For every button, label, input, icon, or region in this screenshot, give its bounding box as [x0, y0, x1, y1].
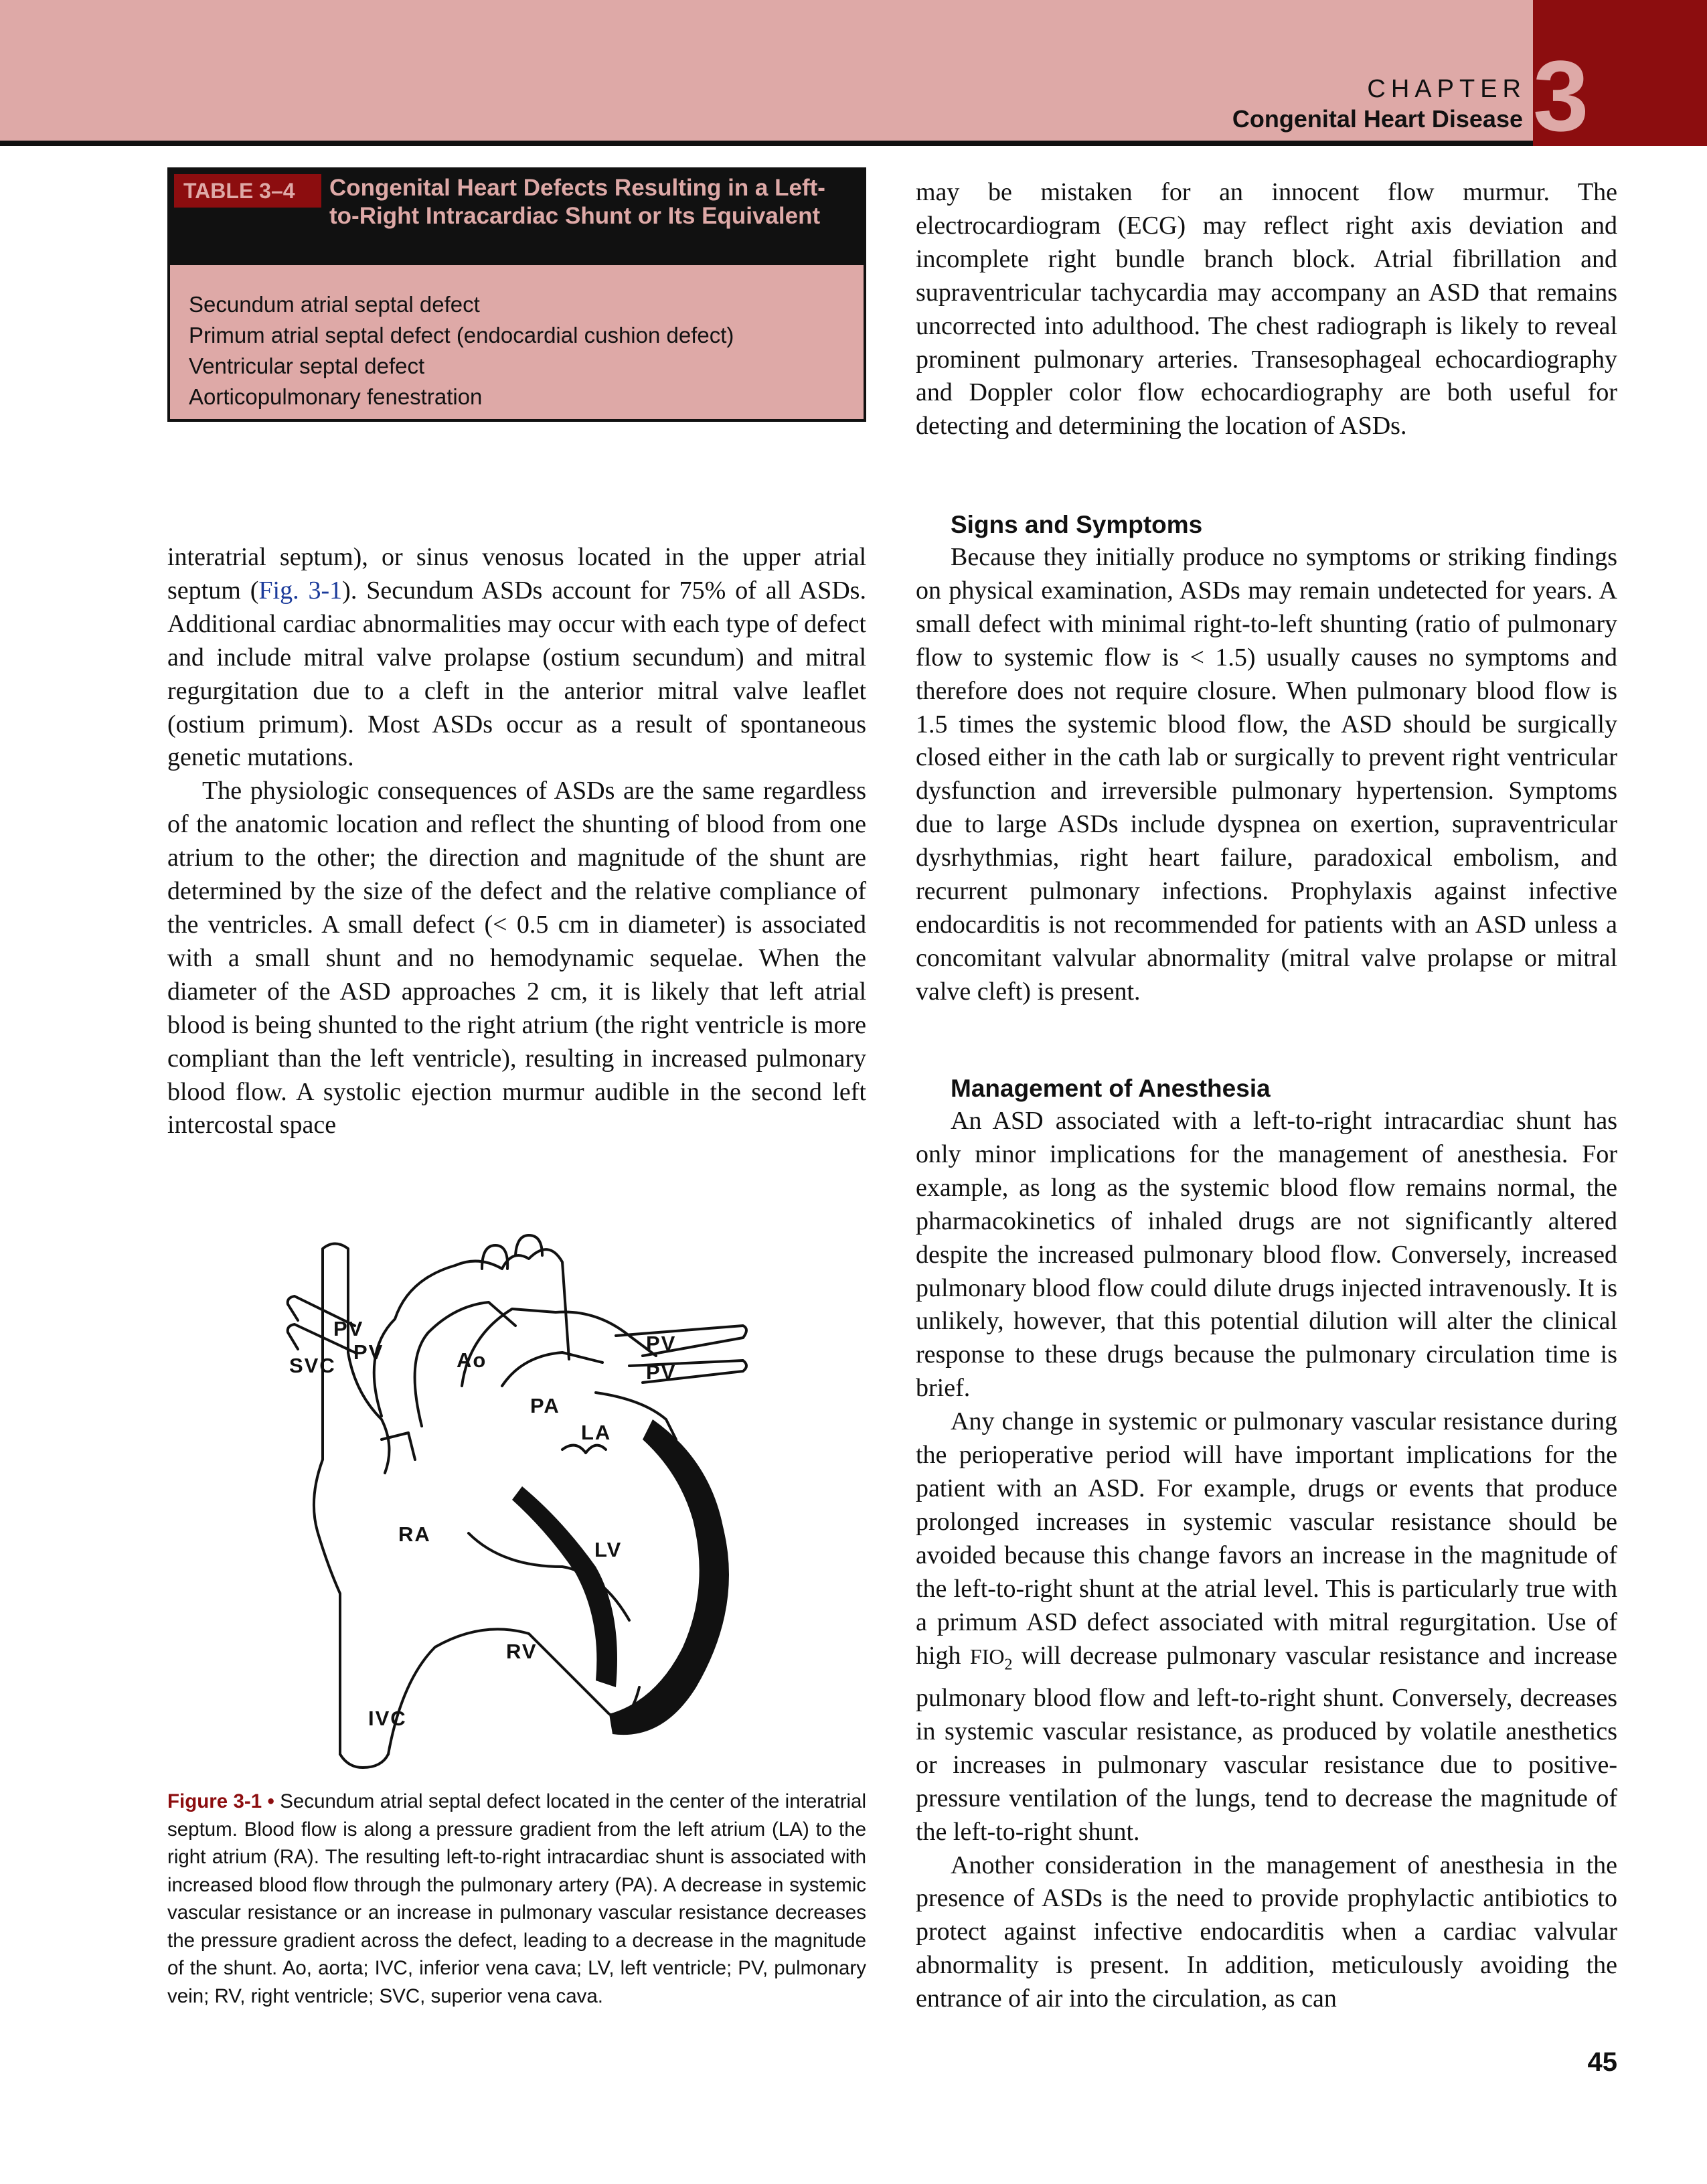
label-ra: RA	[398, 1523, 431, 1546]
label-lv: LV	[594, 1538, 623, 1561]
left-ventricle-wall	[609, 1419, 729, 1735]
svc-vessel	[323, 1244, 348, 1281]
label-la: LA	[581, 1421, 612, 1444]
aortic-arch	[374, 1249, 569, 1416]
label-pv-left-2: PV	[353, 1340, 384, 1364]
section-management-anesthesia	[916, 1073, 1617, 2016]
label-rv: RV	[506, 1640, 538, 1663]
paragraph	[916, 1405, 1617, 1849]
table-item: Primum atrial septal defect (endocardial cushion defect)	[189, 323, 734, 347]
right-atrium-wall	[314, 1280, 340, 1754]
label-svc: SVC	[289, 1354, 336, 1377]
table-tag: TABLE 3–4	[174, 174, 321, 208]
chapter-label: CHAPTER	[1367, 75, 1526, 103]
paragraph: Another consideration in the management of anesthesia in the presence of ASDs is the need to provide prophylactic antibiotics to protect against infective endocarditis when a cardiac valvular abnormality is present. In addition, meticulously avoiding the entrance of air into the circulation, as can	[916, 1851, 1617, 2013]
label-pv-left-1: PV	[333, 1317, 364, 1340]
caption-text: Secundum atrial septal defect located in the center of the interatrial septum. Blood flow is along a pressure gradient from the left atrium (LA) to the right atrium (RA). The resulting left-to-right intracardiac shunt is associated with increased blood flow through the pulmonary artery (PA). A decrease in systemic vascular resistance or an increase in pulmonary vascular resistance decreases the pressure gradient across the defect, leading to a decrease in the magnitude of the shunt. Ao, aorta; IVC, inferior vena cava; LV, left ventricle; PV, pulmonary vein; RV, right ventricle; SVC, superior vena cava.	[167, 1790, 867, 2007]
left-column	[167, 541, 866, 1142]
label-ivc: IVC	[368, 1707, 407, 1730]
table-title: Congenital Heart Defects Resulting in a Left-to-Right Intracardiac Shunt or Its Equivalent	[329, 175, 825, 229]
section-heading: Management of Anesthesia	[951, 1075, 1271, 1102]
table-3-4	[167, 167, 866, 422]
chapter-number: 3	[1533, 40, 1589, 152]
fio2-symbol: FIO	[969, 1644, 1005, 1668]
label-pv-right-1: PV	[646, 1332, 677, 1355]
page-number: 45	[1587, 2047, 1617, 2077]
paragraph: The physiologic consequences of ASDs are the same regardless of the anatomic location and reflect the shunting of blood from one atrium to the other; the direction and magnitude of the shunt are determined by the size of the defect and the relative compliance of the ventricles. A small defect (< 0.5 cm in diameter) is associated with a small shunt and no hemodynamic sequelae. When the diameter of the ASD approaches 2 cm, it is likely that left atrial blood is being shunted to the right atrium (the right ventricle is more compliant than the left ventricle), resulting in increased pulmonary blood flow. A systolic ejection murmur audible in the second left intercostal space	[167, 777, 866, 1140]
paragraph	[167, 541, 866, 775]
paragraph: Because they initially produce no symptoms or striking findings on physical examination, ASDs may remain undetected for years. A small defect with minimal right-to-left shunting (ratio of pulmonary flow to systemic flow is < 1.5) usually causes no symptoms and therefore does not require closure. When pulmonary blood flow is 1.5 times the systemic blood flow, the ASD should be surgically closed either in the cath lab or surgically to prevent right ventricular dysfunction and irreversible pulmonary hypertension. Symptoms due to large ASDs include dyspnea on exertion, supraventricular dysrhythmias, right heart failure, paradoxical embolism, and recurrent pulmonary infections. Prophylaxis against infective endocarditis is not recommended for patients with an ASD unless a concomitant valvular abnormality (mitral valve prolapse or mitral valve cleft) is present.	[916, 543, 1617, 1006]
figure-link[interactable]: Fig. 3-1	[258, 576, 343, 605]
atrial-septum	[348, 1280, 389, 1473]
section-signs-symptoms	[916, 509, 1617, 1009]
caption-label: Figure 3-1 •	[167, 1790, 274, 1812]
label-ao: Ao	[457, 1348, 487, 1372]
header-rule	[0, 141, 1533, 146]
table-item: Secundum atrial septal defect	[189, 292, 480, 317]
fio2-subscript: 2	[1004, 1656, 1013, 1674]
text-run: ). Secundum ASDs account for 75% of all ASDs. Additional cardiac abnormalities may occur with each type of defect and include mitral valve prolapse (ostium secundum) and mitral regurgitation due to a cleft in the anterior mitral valve leaflet (ostium primum). Most ASDs occur as a result of spontaneous genetic mutations.	[167, 576, 866, 772]
text-run: interatrial septum), or sinus venosus located in the upper atrial septum (	[167, 543, 866, 605]
label-pv-right-2: PV	[646, 1360, 677, 1384]
paragraph: An ASD associated with a left-to-right intracardiac shunt has only minor implications for the management of anesthesia. For example, as long as the systemic blood flow remains normal, the pharmacokinetics of inhaled drugs are not significantly altered despite the increased pulmonary blood flow. Conversely, increased pulmonary blood flow could dilute drugs injected intravenously. It is unlikely, however, that this potential dilution will alter the clinical response to these drugs because the pulmonary circulation time is brief.	[916, 1107, 1617, 1403]
label-pa: PA	[530, 1394, 560, 1417]
mitral-valve	[562, 1446, 606, 1453]
figure-caption	[167, 1788, 866, 2010]
section-heading: Signs and Symptoms	[951, 511, 1203, 538]
heart-diagram	[281, 1219, 790, 1774]
text-run: will decrease pulmonary vascular resistance and increase pulmonary blood flow and left-to-right shunt. Conversely, decreases in systemic vascular resistance, as produced by volatile anesthetics or increases in pulmonary vascular resistance due to positive-pressure ventilation of the lungs, tend to decrease the magnitude of the left-to-right shunt.	[916, 1641, 1618, 1846]
right-column-continued	[916, 176, 1617, 443]
pulmonary-artery	[462, 1309, 656, 1386]
table-item-list	[189, 289, 734, 412]
pa-branch	[502, 1352, 602, 1386]
ivc-vessel	[340, 1754, 388, 1768]
table-header	[170, 170, 864, 265]
table-item: Ventricular septal defect	[189, 354, 425, 378]
chapter-title: Congenital Heart Disease	[1232, 105, 1523, 133]
text-run: Any change in systemic or pulmonary vascular resistance during the perioperative period will have important implications for the patient with an ASD. For example, drugs or events that produce prolonged increases in systemic vascular resistance should be avoided because this change favors an increase in the magnitude of the left-to-right shunt at the atrial level. This is particularly true with a primum ASD defect associated with mitral regurgitation. Use of high	[916, 1407, 1617, 1670]
table-item: Aorticopulmonary fenestration	[189, 384, 483, 409]
paragraph: may be mistaken for an innocent flow murmur. The electrocardiogram (ECG) may reflect right axis deviation and incomplete right bundle branch block. Atrial fibrillation and supraventricular tachycardia may accompany an ASD that remains uncorrected into adulthood. The chest radiograph is likely to reveal prominent pulmonary arteries. Transesophageal echocardiography and Doppler color flow echocardiography are both useful for detecting and determining the location of ASDs.	[916, 178, 1617, 441]
